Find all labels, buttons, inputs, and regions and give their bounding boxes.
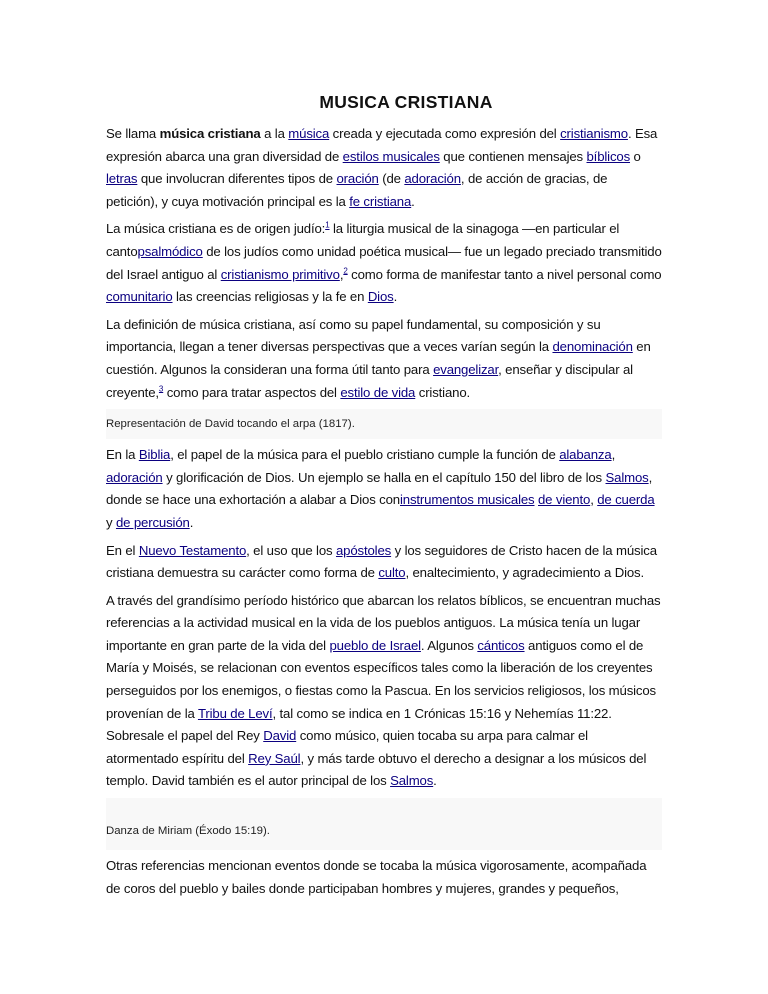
link-cristianismo[interactable]: cristianismo (560, 126, 628, 141)
link-fe-cristiana[interactable]: fe cristiana (349, 193, 412, 209)
paragraph-perspectives (106, 314, 662, 404)
text: y glorificación de Dios. Un ejemplo se halla en el capítulo 150 del libro de los (162, 469, 606, 485)
ref-3[interactable]: 3 (158, 384, 164, 394)
text: . Esa expresión abarca una gran diversidad de (106, 126, 658, 164)
bold-term: música cristiana (159, 126, 261, 141)
ref-2[interactable]: 2 (343, 266, 348, 276)
text: , enseñar y discipular al creyente, (106, 361, 633, 400)
image-caption-miriam (106, 798, 662, 850)
link-alabanza[interactable]: alabanza (559, 447, 612, 463)
link-biblia[interactable]: Biblia (138, 447, 171, 463)
link-letras[interactable]: letras (106, 171, 138, 187)
text: , (611, 447, 616, 463)
text: , donde se hace una exhortación a alabar a Dios con (106, 469, 653, 508)
link-rey-saul[interactable]: Rey Saúl (248, 750, 301, 766)
link-evangelizar[interactable]: evangelizar (433, 361, 499, 377)
link-pueblo-de-israel[interactable]: pueblo de Israel (329, 637, 421, 653)
paragraph-biblia (106, 444, 662, 534)
link-biblicos[interactable]: bíblicos (586, 148, 631, 164)
text: Se llama (106, 126, 160, 141)
link-adoracion[interactable]: adoración (404, 171, 461, 187)
text: . (393, 289, 398, 305)
text: y los seguidores de Cristo hacen de la música cristiana demuestra su carácter como forma de (106, 542, 657, 581)
paragraph-origin (106, 218, 662, 308)
text: La música cristiana es de origen judío: (106, 221, 326, 237)
link-cristianismo-primitivo[interactable]: cristianismo primitivo (220, 266, 340, 282)
text: (de (378, 171, 405, 187)
text: como músico, quien tocaba su arpa para calmar el atormentado espíritu del (106, 728, 588, 766)
text: la liturgia musical de la sinagoga —en particular el canto (106, 221, 620, 259)
link-canticos[interactable]: cánticos (477, 637, 525, 653)
text: cristiano. (415, 384, 471, 400)
text: , y más tarde obtuvo el derecho a designar a los músicos del templo. David también es el autor principal de los (106, 750, 647, 789)
link-nuevo-testamento[interactable]: Nuevo Testamento (138, 542, 247, 558)
link-adoracion-2[interactable]: adoración (106, 469, 163, 485)
text: y (106, 514, 116, 530)
text: , enaltecimiento, y agradecimiento a Dios. (405, 565, 644, 581)
link-de-cuerda[interactable]: de cuerda (597, 492, 655, 508)
text: que involucran diferentes tipos de (137, 171, 337, 187)
link-estilo-de-vida[interactable]: estilo de vida (340, 384, 416, 400)
link-estilos-musicales[interactable]: estilos musicales (342, 148, 440, 164)
text: de los judíos como unidad poética musical— fue un legado preciado transmitido del Israel antiguo al (106, 243, 662, 282)
text: , (590, 492, 598, 508)
text: que contienen mensajes (439, 148, 587, 164)
text: a la (260, 126, 289, 141)
link-denominacion[interactable]: denominación (552, 339, 633, 355)
document-title: MUSICA CRISTIANA (319, 92, 493, 112)
text: como forma de manifestar tanto a nivel personal como (347, 266, 662, 282)
text: Otras referencias mencionan eventos donde se tocaba la música vigorosamente, acompañada de coros del pueblo y bailes donde participaban hombres y mujeres, grandes y pequeños, (106, 858, 647, 896)
text: las creencias religiosas y la fe en (172, 289, 368, 305)
link-dios[interactable]: Dios (367, 289, 394, 305)
image-caption-david (106, 409, 662, 439)
paragraph-historia (106, 590, 662, 793)
caption-text: Danza de Miriam (Éxodo 15:19). (106, 825, 270, 838)
text: . (411, 193, 415, 209)
link-de-viento[interactable]: de viento (538, 492, 591, 508)
text: antiguos como el de María y Moisés, se relacionan con eventos específicos tales como la liberación de los creyentes perseguidos por los enemigos, o fiestas como la Pascua. En los servicios religiosos, los músicos provenían de la (106, 637, 656, 721)
link-david[interactable]: David (263, 728, 297, 744)
text: creada y ejecutada como expresión del (329, 126, 561, 141)
text: En la (106, 447, 139, 463)
text: en cuestión. Algunos la consideran una forma útil tanto para (106, 339, 651, 377)
text: En el (106, 542, 139, 558)
link-culto[interactable]: culto (378, 565, 406, 581)
paragraph-definition (106, 123, 662, 213)
text: . Algunos (420, 637, 478, 653)
link-salmos-2[interactable]: Salmos (390, 773, 434, 789)
text: como para tratar aspectos del (163, 384, 341, 400)
link-de-percusion[interactable]: de percusión (115, 514, 190, 530)
link-musica[interactable]: música (288, 126, 330, 141)
text: , de acción de gracias, de petición), y cuya motivación principal es la (106, 171, 608, 209)
link-apostoles[interactable]: apóstoles (335, 542, 392, 558)
text: . (189, 514, 194, 530)
text: La definición de música cristiana, así como su papel fundamental, su composición y su importancia, llegan a tener diversas perspectivas que a veces varían según la (106, 316, 601, 355)
text: . (433, 773, 437, 789)
text: A través del grandísimo período histórico que abarcan los relatos bíblicos, se encuentran muchas referencias a la actividad musical en la vida de los pueblos antiguos. La música tenía un lugar importante en gran parte de la vida del (106, 592, 661, 653)
link-instrumentos-musicales[interactable]: instrumentos musicales (399, 492, 535, 508)
link-psalmodico[interactable]: psalmódico (137, 243, 203, 259)
text: , tal como se indica en 1 Crónicas 15:16 y Nehemías 11:22. Sobresale el papel del Rey (106, 705, 612, 744)
text: o (630, 148, 641, 164)
link-tribu-de-levi[interactable]: Tribu de Leví (197, 705, 273, 721)
link-comunitario[interactable]: comunitario (106, 289, 173, 305)
caption-text: Representación de David tocando el arpa (1817). (106, 418, 355, 431)
paragraph-otras-referencias (106, 855, 662, 900)
link-oracion[interactable]: oración (336, 171, 379, 187)
ref-1[interactable]: 1 (325, 220, 330, 230)
text: , (339, 266, 344, 282)
text: , el uso que los (246, 542, 336, 558)
link-salmos[interactable]: Salmos (605, 469, 649, 485)
paragraph-nuevo-testamento (106, 540, 662, 585)
text: , el papel de la música para el pueblo cristiano cumple la función de (170, 447, 560, 463)
